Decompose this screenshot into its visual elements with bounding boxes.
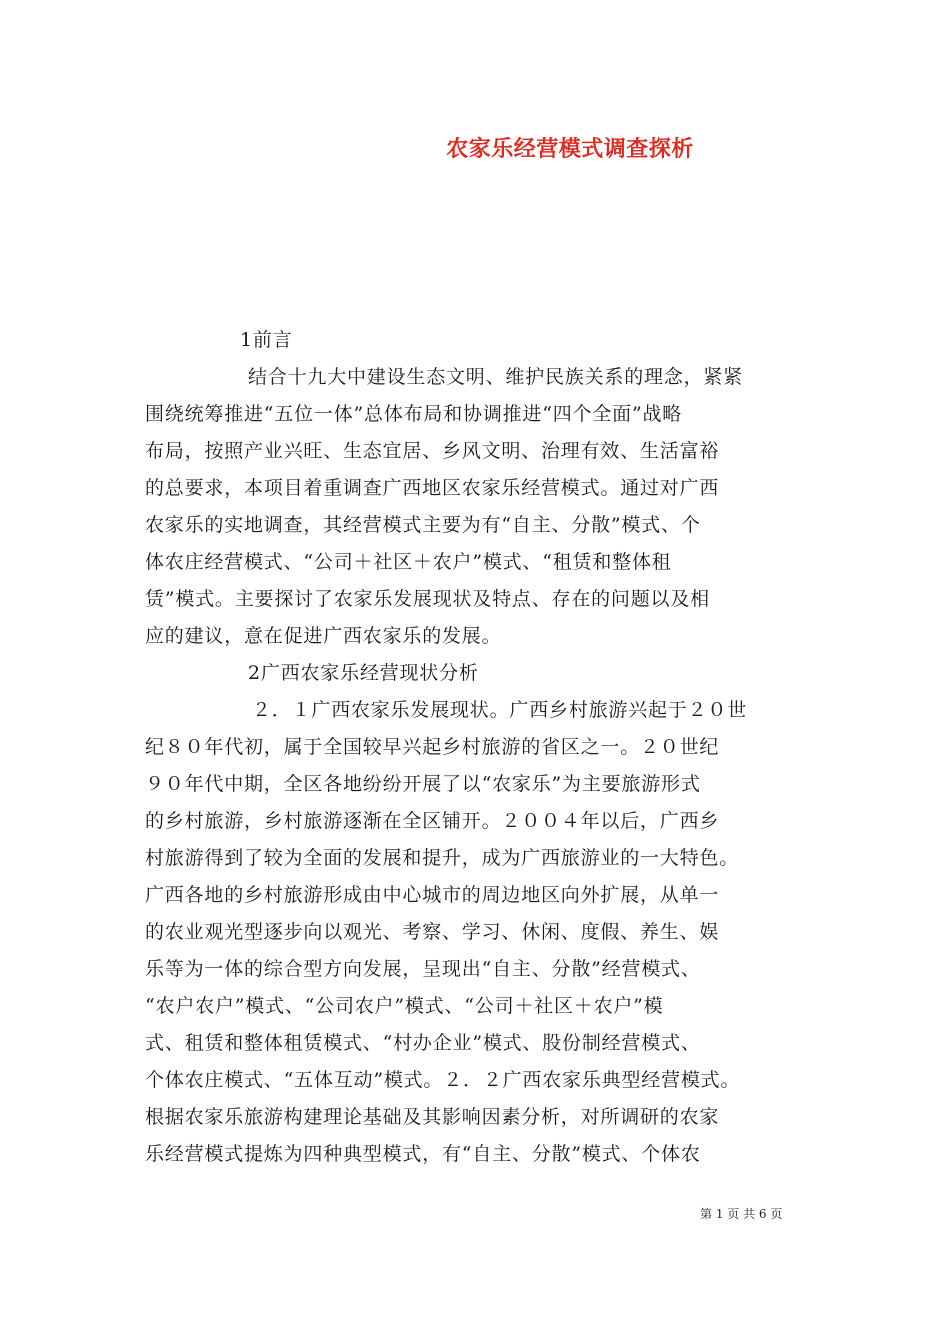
paragraph-line: 赁”模式。主要探讨了农家乐发展现状及特点、存在的问题以及相 (145, 588, 710, 610)
paragraph-line: 根据农家乐旅游构建理论基础及其影响因素分析，对所调研的农家 (145, 1106, 720, 1128)
paragraph-line: 乐等为一体的综合型方向发展，呈现出“自主、分散”经营模式、 (145, 958, 701, 980)
paragraph-line: 围绕统筹推进“五位一体”总体布局和协调推进“四个全面”战略 (145, 403, 683, 425)
paragraph-line: 农家乐的实地调查，其经营模式主要为有“自主、分散”模式、个 (145, 514, 701, 536)
paragraph-line: ９０年代中期，全区各地纷纷开展了以“农家乐”为主要旅游形式 (145, 773, 701, 795)
section-heading-preface: 1前言 (240, 329, 293, 351)
paragraph-line: 乐经营模式提炼为四种典型模式，有“自主、分散”模式、个体农 (145, 1143, 701, 1165)
page-number-footer: 第 1 页 共 6 页 (700, 1207, 783, 1221)
paragraph-line: 的总要求，本项目着重调查广西地区农家乐经营模式。通过对广西 (145, 477, 720, 499)
paragraph-line: 的农业观光型逐步向以观光、考察、学习、休闲、度假、养生、娱 (145, 921, 720, 943)
paragraph-line: 体农庄经营模式、“公司＋社区＋农户”模式、“租赁和整体租 (145, 551, 672, 573)
paragraph-line: “农户农户”模式、“公司农户”模式、“公司＋社区＋农户”模 (145, 995, 664, 1017)
paragraph-line: 式、租赁和整体租赁模式、“村办企业”模式、股份制经营模式、 (145, 1032, 701, 1054)
paragraph-line: 结合十九大中建设生态文明、维护民族关系的理念，紧紧 (248, 366, 744, 388)
paragraph-line: 村旅游得到了较为全面的发展和提升，成为广西旅游业的一大特色。 (145, 847, 740, 869)
document-title: 农家乐经营模式调查探析 (446, 136, 694, 162)
paragraph-line: 广西各地的乡村旅游形成由中心城市的周边地区向外扩展，从单一 (145, 884, 720, 906)
paragraph-line: 个体农庄模式、“五体互动”模式。２．２广西农家乐典型经营模式。 (145, 1069, 741, 1091)
section-heading-status: 2广西农家乐经营现状分析 (248, 662, 479, 684)
paragraph-line: ２．１广西农家乐发展现状。广西乡村旅游兴起于２０世 (252, 699, 748, 721)
paragraph-line: 布局，按照产业兴旺、生态宜居、乡风文明、治理有效、生活富裕 (145, 440, 720, 462)
paragraph-line: 应的建议，意在促进广西农家乐的发展。 (145, 625, 502, 647)
paragraph-line: 的乡村旅游，乡村旅游逐渐在全区铺开。２００４年以后，广西乡 (145, 810, 720, 832)
paragraph-line: 纪８０年代初，属于全国较早兴起乡村旅游的省区之一。２０世纪 (145, 736, 720, 758)
